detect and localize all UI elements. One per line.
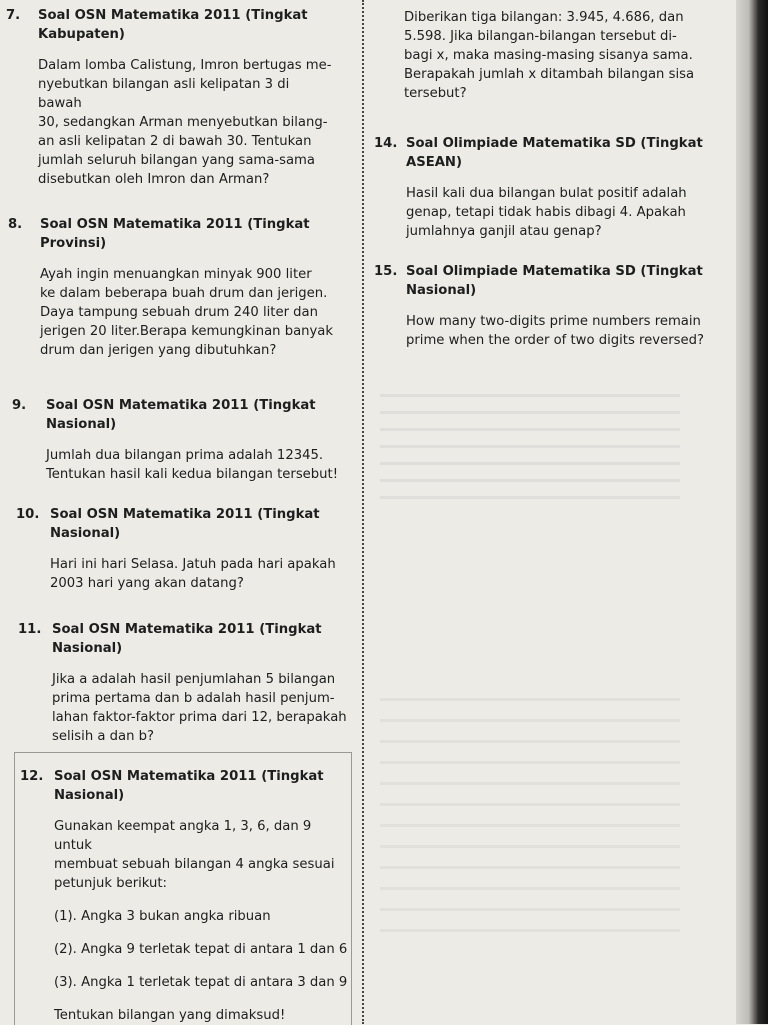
question-15 bbox=[374, 262, 730, 350]
question-13-continued bbox=[404, 8, 734, 103]
question-14 bbox=[374, 134, 730, 241]
question-title: Soal OSN Matematika 2011 (Tingkat Provinsi) bbox=[40, 217, 310, 251]
question-number: 10. bbox=[16, 507, 40, 522]
question-title: Soal OSN Matematika 2011 (Tingkat Kabupaten) bbox=[38, 8, 308, 42]
list-item: (3). Angka 1 terletak tepat di antara 3 dan 9 bbox=[54, 975, 348, 990]
question-body: Jika a adalah hasil penjumlahan 5 bilangan prima pertama dan b adalah hasil penjum- lahan faktor-faktor prima dari 12, berapakah selisih a dan b? bbox=[52, 672, 347, 744]
list-item: (2). Angka 9 terletak tepat di antara 1 dan 6 bbox=[54, 942, 348, 957]
column-divider bbox=[362, 0, 364, 1024]
question-closing: Tentukan bilangan yang dimaksud! bbox=[54, 1008, 286, 1023]
question-body: Ayah ingin menuangkan minyak 900 liter ke dalam beberapa buah drum dan jerigen. Daya tampung sebuah drum 240 liter dan jerigen 20 liter.Berapa kemungkinan banyak drum dan jerigen yang dibutuhkan? bbox=[40, 267, 334, 358]
show-through-text bbox=[380, 680, 680, 940]
question-title: Soal OSN Matematika 2011 (Tingkat Nasional) bbox=[50, 507, 320, 541]
question-body: Hasil kali dua bilangan bulat positif adalah genap, tetapi tidak habis dibagi 4. Apakah jumlahnya ganjil atau genap? bbox=[406, 186, 687, 239]
question-11 bbox=[18, 620, 348, 746]
question-8 bbox=[8, 215, 338, 360]
question-10 bbox=[16, 505, 346, 593]
question-body: Dalam lomba Calistung, Imron bertugas me- nyebutkan bilangan asli kelipatan 3 di bawah 30, sedangkan Arman menyebutkan bilang- an asli kelipatan 2 di bawah 30. Tentukan jumlah seluruh bilangan yang sama-sama disebutkan oleh Imron dan Arman? bbox=[38, 58, 332, 187]
question-title: Soal Olimpiade Matematika SD (Tingkat ASEAN) bbox=[406, 136, 703, 170]
question-body: Hari ini hari Selasa. Jatuh pada hari apakah 2003 hari yang akan datang? bbox=[50, 557, 336, 591]
question-body: Diberikan tiga bilangan: 3.945, 4.686, dan 5.598. Jika bilangan-bilangan tersebut di- bagi x, maka masing-masing sisanya sama. Berapakah jumlah x ditambah bilangan sisa tersebut? bbox=[404, 10, 695, 101]
question-title: Soal OSN Matematika 2011 (Tingkat Nasional) bbox=[54, 769, 324, 803]
question-number: 14. bbox=[374, 136, 398, 151]
list-item: (1). Angka 3 bukan angka ribuan bbox=[54, 909, 271, 924]
question-7 bbox=[6, 6, 336, 189]
question-12 bbox=[20, 767, 350, 1025]
question-number: 15. bbox=[374, 264, 398, 279]
question-number: 8. bbox=[8, 217, 23, 232]
question-title: Soal Olimpiade Matematika SD (Tingkat Nasional) bbox=[406, 264, 703, 298]
show-through-text bbox=[380, 380, 680, 500]
question-number: 7. bbox=[6, 8, 21, 23]
question-body: Jumlah dua bilangan prima adalah 12345. Tentukan hasil kali kedua bilangan tersebut! bbox=[46, 448, 338, 482]
question-9 bbox=[12, 396, 342, 484]
question-body: Gunakan keempat angka 1, 3, 6, dan 9 untuk membuat sebuah bilangan 4 angka sesuai petunjuk berikut: bbox=[54, 819, 335, 891]
question-number: 9. bbox=[12, 398, 27, 413]
page-edge-shadow bbox=[736, 0, 768, 1024]
question-title: Soal OSN Matematika 2011 (Tingkat Nasional) bbox=[46, 398, 316, 432]
question-number: 11. bbox=[18, 622, 42, 637]
question-title: Soal OSN Matematika 2011 (Tingkat Nasional) bbox=[52, 622, 322, 656]
question-body: How many two-digits prime numbers remain prime when the order of two digits reversed? bbox=[406, 314, 704, 348]
question-number: 12. bbox=[20, 769, 44, 784]
